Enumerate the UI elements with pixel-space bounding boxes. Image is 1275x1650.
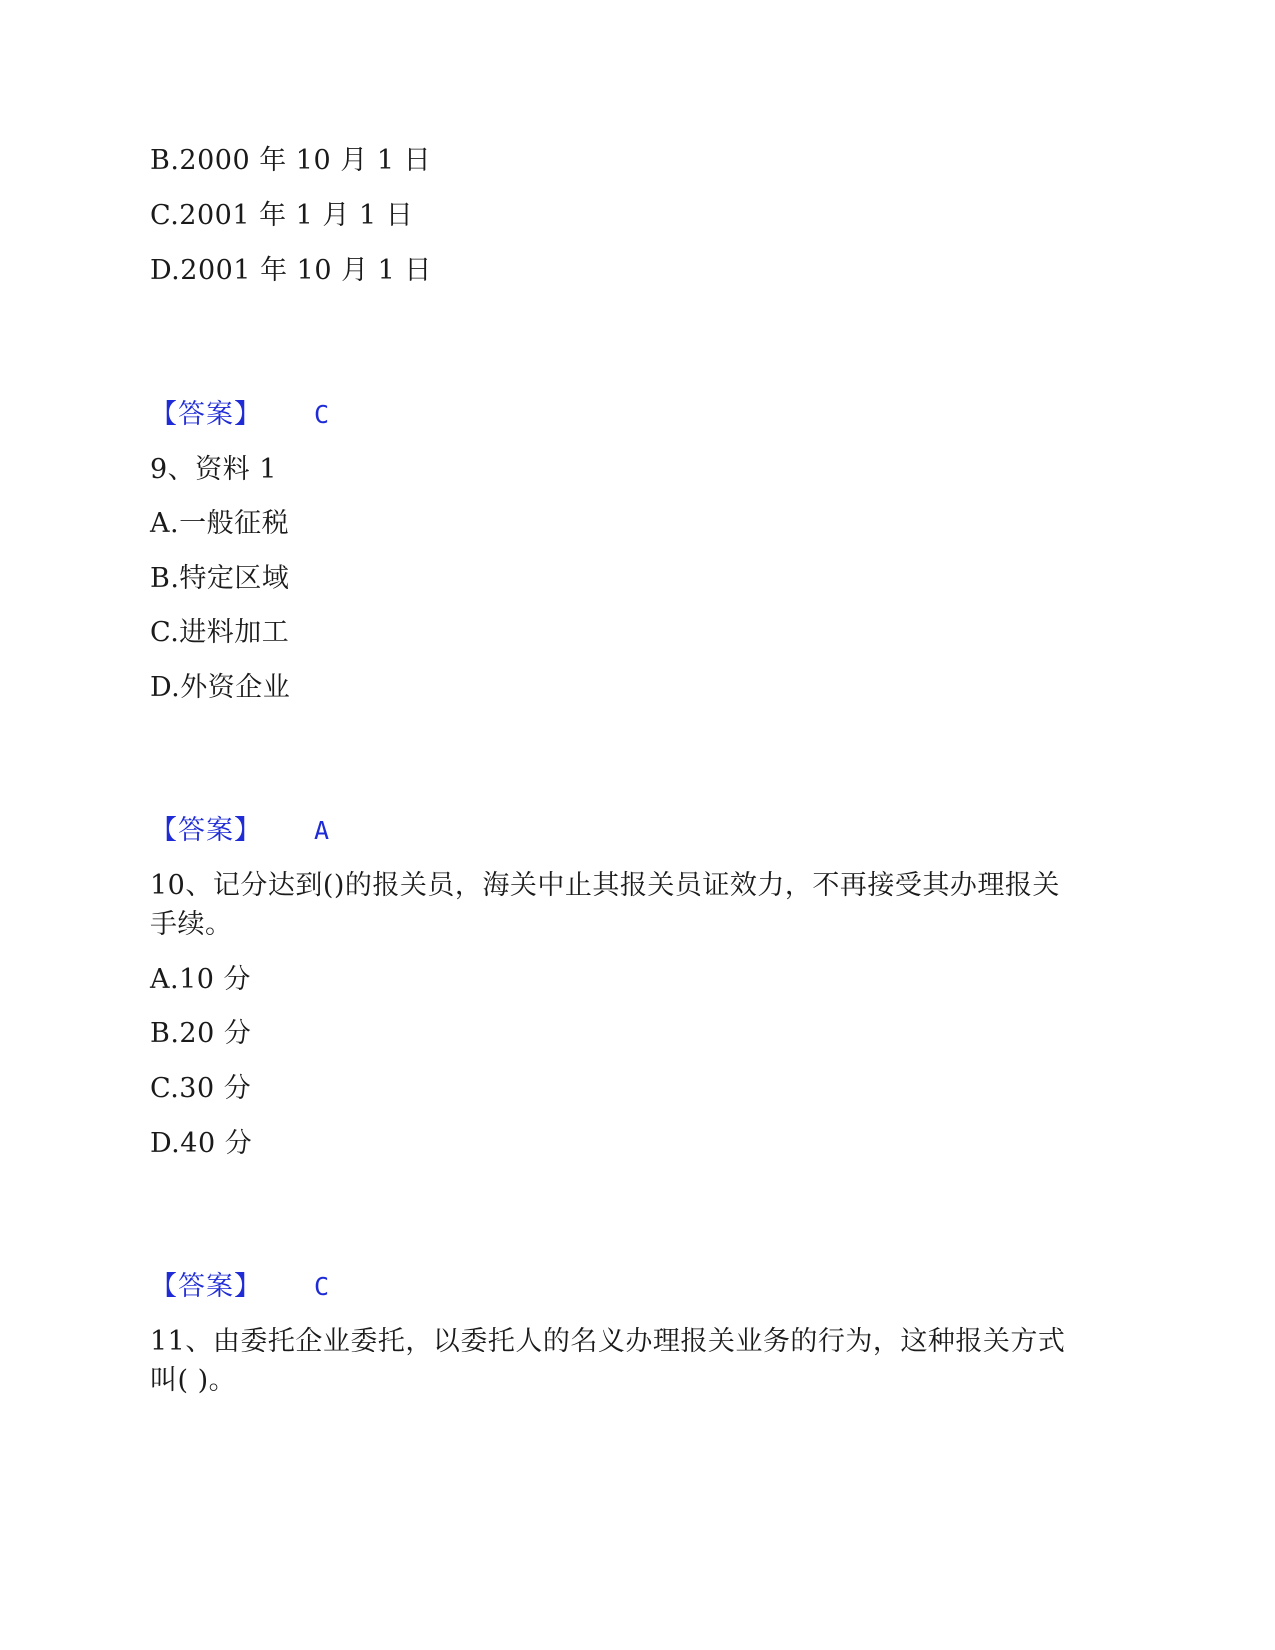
q9-option-a: A.一般征税 (150, 508, 290, 539)
q8-answer (150, 397, 330, 433)
q9-question: 9、资料 1 (150, 454, 277, 485)
answer-value: C (314, 1272, 330, 1301)
answer-label: 【答案】 (150, 815, 262, 846)
q9-option-c: C.进料加工 (150, 617, 290, 648)
q10-question-line1: 10、记分达到()的报关员，海关中止其报关员证效力，不再接受其办理报关 (150, 870, 1060, 901)
q9-option-b: B.特定区域 (150, 563, 290, 594)
q11-question-line2: 叫( )。 (150, 1365, 237, 1396)
answer-label: 【答案】 (150, 399, 262, 430)
q8-option-d: D.2001 年 10 月 1 日 (150, 255, 432, 286)
q9-answer (150, 813, 330, 849)
answer-label: 【答案】 (150, 1271, 262, 1302)
q10-question-line2: 手续。 (150, 909, 233, 940)
q8-option-c: C.2001 年 1 月 1 日 (150, 200, 414, 231)
q10-option-d: D.40 分 (150, 1128, 253, 1159)
q10-answer (150, 1269, 330, 1305)
answer-value: C (314, 400, 330, 429)
answer-value: A (314, 816, 330, 845)
q11-question-line1: 11、由委托企业委托，以委托人的名义办理报关业务的行为，这种报关方式 (150, 1326, 1066, 1357)
q8-option-b: B.2000 年 10 月 1 日 (150, 145, 432, 176)
q10-option-b: B.20 分 (150, 1018, 252, 1049)
q10-option-c: C.30 分 (150, 1073, 252, 1104)
q10-option-a: A.10 分 (150, 964, 252, 995)
q9-option-d: D.外资企业 (150, 672, 291, 703)
